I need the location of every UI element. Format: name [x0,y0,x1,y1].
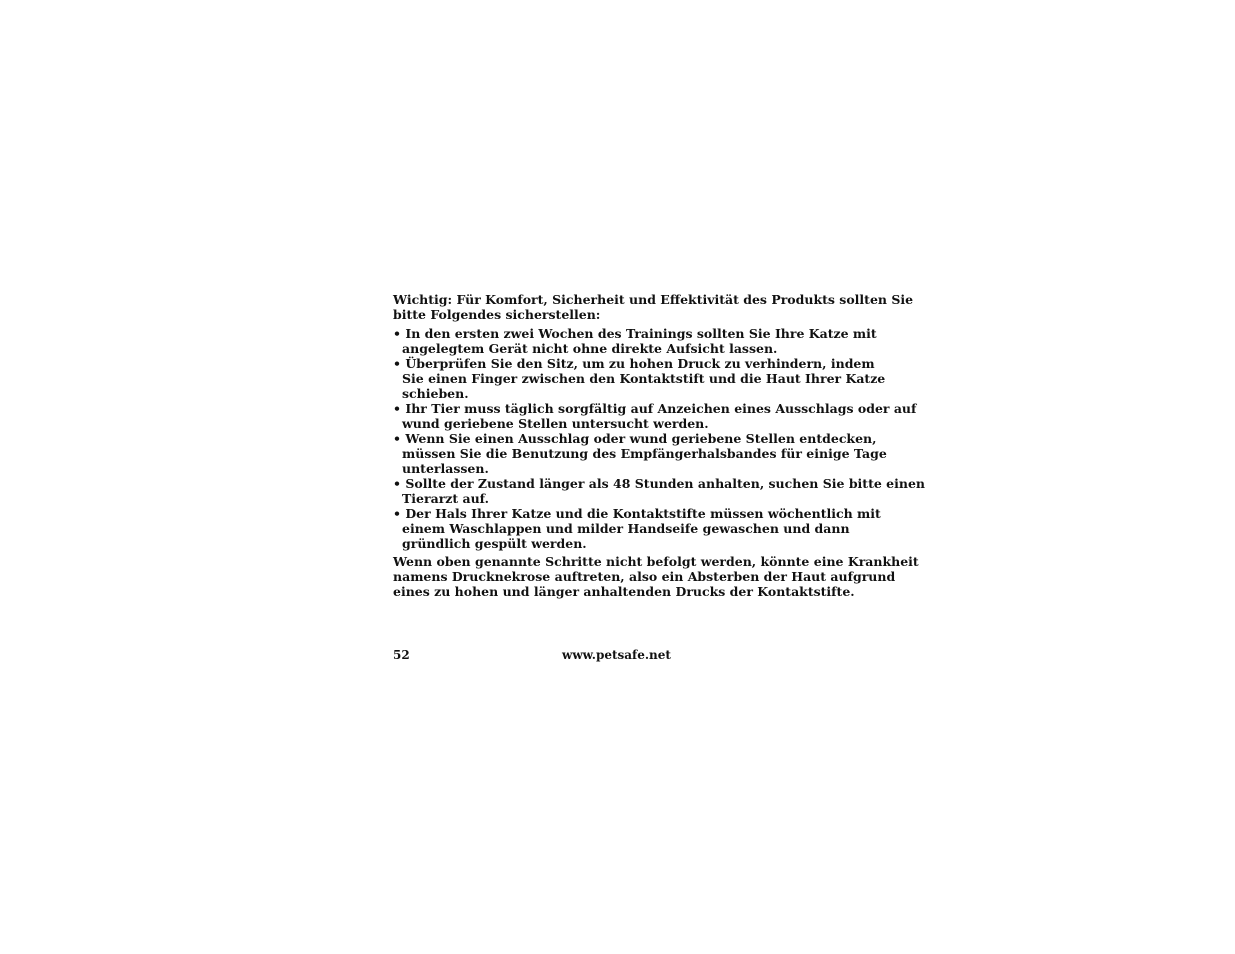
bullet-item-fit-check [393,356,886,401]
bullet-line: • Wenn Sie einen Ausschlag oder wund geriebene Stellen entdecken, [393,431,877,446]
bullet-item-daily-inspection [393,401,917,431]
bullet-list [393,326,925,551]
bullet-line: angelegtem Gerät nicht ohne direkte Aufsicht lassen. [402,341,778,356]
bullet-line: wund geriebene Stellen untersucht werden. [402,416,709,431]
bullet-item-supervision [393,326,877,356]
bullet-line: • In den ersten zwei Wochen des Trainings sollten Sie Ihre Katze mit [393,326,877,341]
bullet-line: Tierarzt auf. [402,491,489,506]
website-url: www.petsafe.net [562,648,671,662]
page-footer [393,647,853,663]
intro-line: bitte Folgendes sicherstellen: [393,307,601,322]
outro-line: Wenn oben genannte Schritte nicht befolgt werden, könnte eine Krankheit [393,554,919,569]
outro-paragraph [393,554,919,599]
bullet-item-rash-pause [393,431,887,476]
intro-paragraph [393,292,914,322]
bullet-line: gründlich gespült werden. [402,536,587,551]
bullet-line: • Sollte der Zustand länger als 48 Stunden anhalten, suchen Sie bitte einen [393,476,925,491]
bullet-line: • Der Hals Ihrer Katze und die Kontaktstifte müssen wöchentlich mit [393,506,881,521]
bullet-line: Sie einen Finger zwischen den Kontaktstift und die Haut Ihrer Katze [402,371,886,386]
bullet-line: schieben. [402,386,469,401]
outro-line: eines zu hohen und länger anhaltenden Drucks der Kontaktstifte. [393,584,855,599]
bullet-item-weekly-wash [393,506,881,551]
bullet-line: müssen Sie die Benutzung des Empfängerhalsbandes für einige Tage [402,446,887,461]
bullet-line: • Ihr Tier muss täglich sorgfältig auf Anzeichen eines Ausschlags oder auf [393,401,917,416]
bullet-line: unterlassen. [402,461,489,476]
page-content [393,292,925,599]
bullet-line: einem Waschlappen und milder Handseife gewaschen und dann [402,521,850,536]
bullet-item-vet-visit [393,476,925,506]
outro-line: namens Drucknekrose auftreten, also ein Absterben der Haut aufgrund [393,569,896,584]
page-number: 52 [393,648,410,662]
intro-line: Wichtig: Für Komfort, Sicherheit und Effektivität des Produkts sollten Sie [393,292,914,307]
bullet-line: • Überprüfen Sie den Sitz, um zu hohen Druck zu verhindern, indem [393,356,875,371]
